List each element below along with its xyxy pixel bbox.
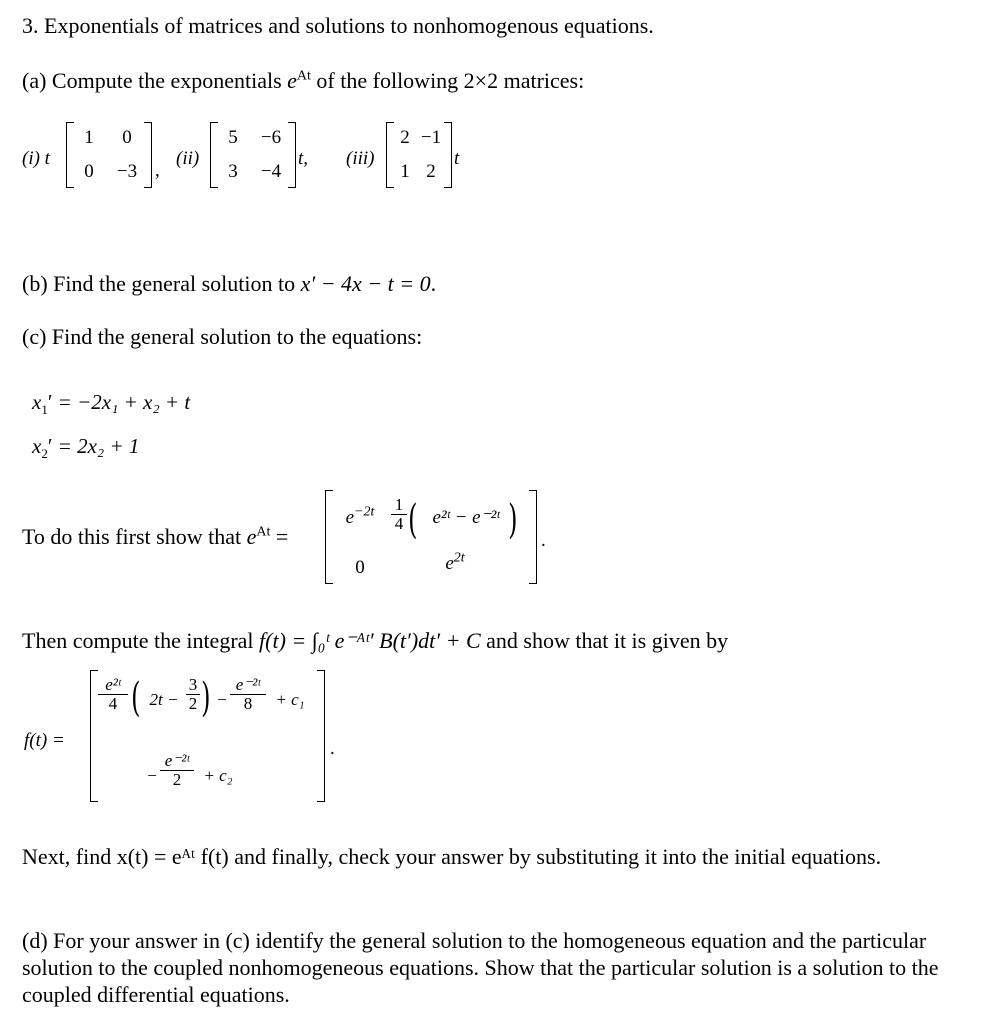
eat-m12-body: e²ᵗ − e⁻²ᵗ — [432, 507, 500, 528]
eat-end: . — [541, 530, 546, 551]
f-r1-frac2: $\frac{\text{e⁻²ᵗ}}{8}$ — [230, 676, 266, 713]
next-text: Next, find x(t) = eᴬᵗ f(t) and finally, check your answer by substituting it into the initial equations. — [22, 844, 882, 869]
equation-2-lhs: x — [32, 434, 42, 458]
matrix-ii-a21: 3 — [228, 161, 238, 182]
equation-2-rhs: = 2x₂ + 1 — [57, 434, 140, 458]
part-a-exp-base: e — [287, 68, 297, 93]
f-r1-frac1: $\frac{\text{e²ᵗ}}{4}$ — [98, 676, 128, 713]
equation-1-lhs: x — [32, 390, 42, 414]
part-b-end: . — [430, 271, 437, 296]
f-r2-minus: − — [147, 766, 157, 785]
matrix-i-separator: , — [155, 160, 160, 181]
matrix-iii-after: t — [454, 148, 460, 169]
show-equals: = — [275, 524, 289, 549]
matrix-ii-after: t, — [298, 148, 309, 169]
equation-2: $x_2' = 2x_2 + 1$ — [32, 434, 140, 462]
f-r1-inner: 2t − — [149, 690, 179, 709]
matrix-i-a11: 1 — [84, 127, 94, 148]
show-text — [22, 523, 288, 551]
matrix-i-a21: 0 — [84, 161, 94, 182]
matrix-iii-a11: 2 — [400, 127, 410, 148]
matrix-i-label: (i) t — [22, 148, 50, 169]
show-exp-base: e — [246, 524, 257, 549]
eat-m11: $e^{-2t}$ — [345, 504, 375, 528]
f-r1-inner-frac: $\frac{3}{2}$ — [186, 676, 200, 713]
matrix-ii-a12: −6 — [260, 127, 282, 148]
matrix-i-a12: 0 — [122, 127, 132, 148]
part-a-exp-power: At — [296, 68, 311, 84]
f-label: f(t) = — [24, 730, 65, 751]
matrix-iii — [386, 122, 452, 188]
show-exp-power: At — [256, 524, 271, 540]
part-d-text: (d) For your answer in (c) identify the general solution to the homogeneous equation and the particular solution to the coupled nonhomogeneous equations. Show that the particular solution is a solution to the coupled differential equations. — [22, 928, 939, 1007]
eat-m12-fraction: $\frac{1}{4}$ — [391, 496, 407, 533]
matrix-ii — [210, 122, 296, 188]
eat-m21: 0 — [355, 557, 365, 578]
part-a-outro: of the following 2×2 matrices: — [310, 68, 585, 93]
eat-m22: $e^{2t}$ — [445, 550, 465, 574]
matrix-i — [66, 122, 152, 188]
matrix-iii-a21: 1 — [400, 161, 410, 182]
f-r2-frac: $\frac{\text{e⁻²ᵗ}}{2}$ — [160, 752, 194, 789]
equation-1: $x_1' = -2x_1 + x_2 + t$ — [32, 390, 191, 418]
part-c-text: (c) Find the general solution to the equations: — [22, 324, 423, 349]
f-r2-tail: + c₂ — [203, 766, 233, 785]
equation-1-rhs: = −2x₁ + x₂ + t — [57, 390, 191, 414]
show-intro: To do this first show that — [22, 524, 247, 549]
matrix-ii-a22: −4 — [260, 161, 282, 182]
problem-heading: 3. Exponentials of matrices and solutions to nonhomogenous equations. — [22, 13, 654, 38]
integral-text — [22, 627, 728, 655]
part-a-intro: (a) Compute the exponentials — [22, 68, 288, 93]
integral-intro: Then compute the integral — [22, 628, 260, 653]
matrix-iii-label: (iii) — [346, 148, 375, 169]
f-vector: $\frac{\text{e²ᵗ}}{4}$ ( 2t − $\frac{3}{2}$ ) − $\frac{\text{e⁻²ᵗ}}{8}$ + c₁ − $\frac{\text{e⁻²ᵗ}}{2}$ + c₂ — [90, 670, 325, 802]
matrix-i-a22: −3 — [116, 161, 138, 182]
integral-outro: and show that it is given by — [480, 628, 729, 653]
matrix-iii-a22: 2 — [426, 161, 436, 182]
f-end: . — [330, 738, 335, 759]
matrix-ii-a11: 5 — [228, 127, 238, 148]
eat-matrix: $e^{-2t}$ $\frac{1}{4}$ ( e²ᵗ − e⁻²ᵗ ) 0 $e^{2t}$ — [325, 490, 537, 584]
f-r1-minus: − — [217, 690, 227, 709]
part-a-text — [22, 67, 584, 95]
equation-1-lhs-sub: 1 — [41, 402, 48, 418]
equation-2-lhs-sub: 2 — [41, 446, 48, 462]
matrix-ii-label: (ii) — [176, 148, 200, 169]
part-b-equation: x′ − 4x − t = 0 — [300, 271, 431, 296]
f-r1-tail: + c₁ — [275, 690, 305, 709]
integral-expression: f(t) = ∫₀ᵗ e⁻ᴬᵗ′ B(t′)dt′ + C — [259, 628, 481, 653]
part-b-text — [22, 270, 436, 298]
part-b-intro: (b) Find the general solution to — [22, 271, 301, 296]
matrix-iii-a12: −1 — [420, 127, 442, 148]
